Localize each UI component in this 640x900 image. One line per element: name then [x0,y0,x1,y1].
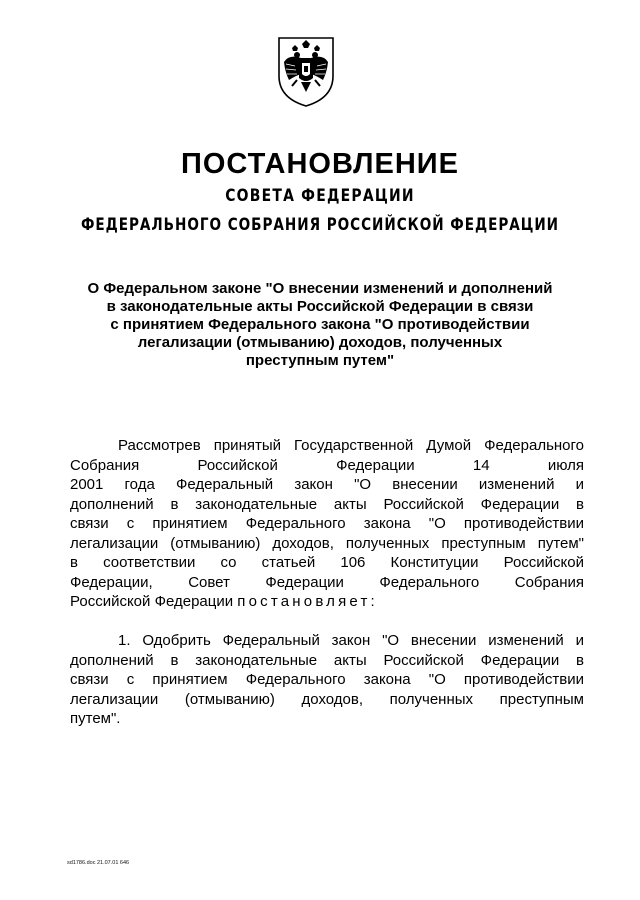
paragraph-line: связи с принятием Федерального закона "О противодействии [70,671,584,688]
subject-line: с принятием Федерального закона "О противодействии [110,316,530,333]
paragraph-line: путем". [70,710,121,727]
document-title: ПОСТАНОВЛЕНИЕ [181,148,459,180]
paragraph-last-line [70,592,584,612]
paragraph-line: дополнений в законодательные акты Российской Федерации в [70,651,584,669]
subject-line: О Федеральном законе "О внесении изменений и дополнений [87,280,553,297]
paragraph-line: легализации (отмыванию) доходов, полученных преступным [70,690,584,708]
paragraph-line: Собрания Российской Федерации 14 июля [70,456,584,474]
paragraph-line-prefix: Российской Федерации [70,593,238,610]
paragraph-line: легализации (отмыванию) доходов, полученных преступным путем" [70,534,584,552]
document-issuer: СОВЕТА ФЕДЕРАЦИИ [225,186,415,206]
file-reference-footer: sd1786.doc 21.07.01 646 [67,860,130,866]
subject-line: в законодательные акты Российской Федерации в связи [106,298,534,315]
resolution-item-1 [70,631,584,729]
subject-line: легализации (отмыванию) доходов, полученных [137,334,503,351]
paragraph-line: Федерации, Совет Федерации Федерального Собрания [70,573,584,591]
paragraph-line: 1. Одобрить Федеральный закон "О внесении изменений и [118,632,584,649]
document-subject [60,280,580,370]
paragraph-line: в соответствии со статьей 106 Конституции Российской [70,554,584,571]
resolution-keyword: постановляет: [237,593,378,610]
subject-line: преступным путем" [245,352,395,369]
paragraph-line: дополнений в законодательные акты Российской Федерации в [70,495,584,513]
paragraph-line: связи с принятием Федерального закона "О противодействии [70,515,584,532]
paragraph-line: 2001 года Федеральный закон "О внесении изменений и [70,476,584,493]
paragraph-line: Рассмотрев принятый Государственной Думой Федерального [118,437,584,454]
coat-of-arms-emblem-icon [275,36,337,108]
preamble-paragraph [70,436,584,612]
document-issuer-full: ФЕДЕРАЛЬНОГО СОБРАНИЯ РОССИЙСКОЙ ФЕДЕРАЦИИ [80,215,560,235]
